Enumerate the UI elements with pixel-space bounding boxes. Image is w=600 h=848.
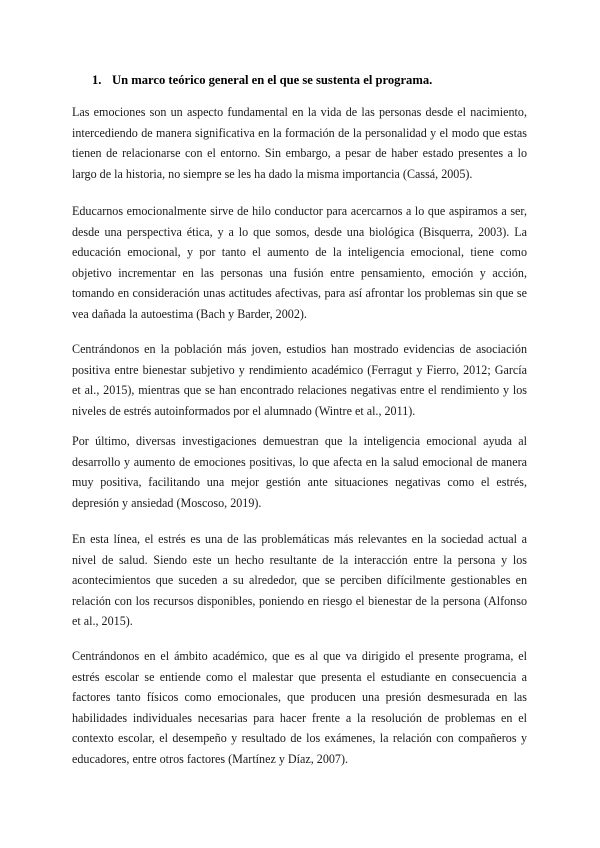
paragraph-stress: En esta línea, el estrés es una de las problemáticas más relevantes en la sociedad actual a nivel de salud. Siendo este un hecho resultante de la interacción entre la persona y los acontecimientos que suceden a su alrededor, que se perciben difícilmente gestionables en relación con los recursos disponibles, poniendo en riesgo el bienestar de la persona (Alfonso et al., 2015). bbox=[72, 532, 527, 628]
section-title: Un marco teórico general en el que se sustenta el programa. bbox=[112, 73, 433, 87]
paragraph-emotional-education: Educarnos emocionalmente sirve de hilo conductor para acercarnos a lo que aspiramos a ser, desde una perspectiva ética, y a lo que somos, desde una biológica (Bisquerra, 2003). La educación emocional, y por tanto el aumento de la inteligencia emocional, tiene como objetivo incrementar en las personas una fusión entre pensamiento, emoción y acción, tomando en consideración unas actitudes afectivas, para así afrontar los problemas sin que se vea dañada la autoestima (Bach y Barder, 2002). bbox=[72, 204, 527, 321]
paragraph-emotional-intelligence: Por último, diversas investigaciones demuestran que la inteligencia emocional ayuda al desarrollo y aumento de emociones positivas, lo que afecta en la salud emocional de manera muy positiva, facilitando una mejor gestión ante situaciones negativas como el estrés, depresión y ansiedad (Moscoso, 2019). bbox=[72, 434, 527, 510]
paragraph-young-population: Centrándonos en la población más joven, estudios han mostrado evidencias de asociación positiva entre bienestar subjetivo y rendimiento académico (Ferragut y Fierro, 2012; García et al., 2015), mientras que se han encontrado relaciones negativas entre el rendimiento y los niveles de estrés autoinformados por el alumnado (Wintre et al., 2011). bbox=[72, 342, 527, 418]
section-heading bbox=[92, 72, 532, 88]
section-number: 1. bbox=[92, 73, 102, 87]
paragraph-academic-stress: Centrándonos en el ámbito académico, que es al que va dirigido el presente programa, el estrés escolar se entiende como el malestar que presenta el estudiante en consecuencia a factores tanto físicos como emocionales, que producen una presión desmesurada en las habilidades individuales necesarias para hacer frente a la resolución de problemas en el contexto escolar, el desempeño y resultado de los exámenes, la relación con compañeros y educadores, entre otros factores (Martínez y Díaz, 2007). bbox=[72, 649, 527, 766]
paragraph-emotions: Las emociones son un aspecto fundamental en la vida de las personas desde el nacimiento, intercediendo de manera significativa en la formación de la personalidad y el modo que estas tienen de relacionarse con el entorno. Sin embargo, a pesar de haber estado presentes a lo largo de la historia, no siempre se les ha dado la misma importancia (Cassá, 2005). bbox=[72, 105, 527, 181]
